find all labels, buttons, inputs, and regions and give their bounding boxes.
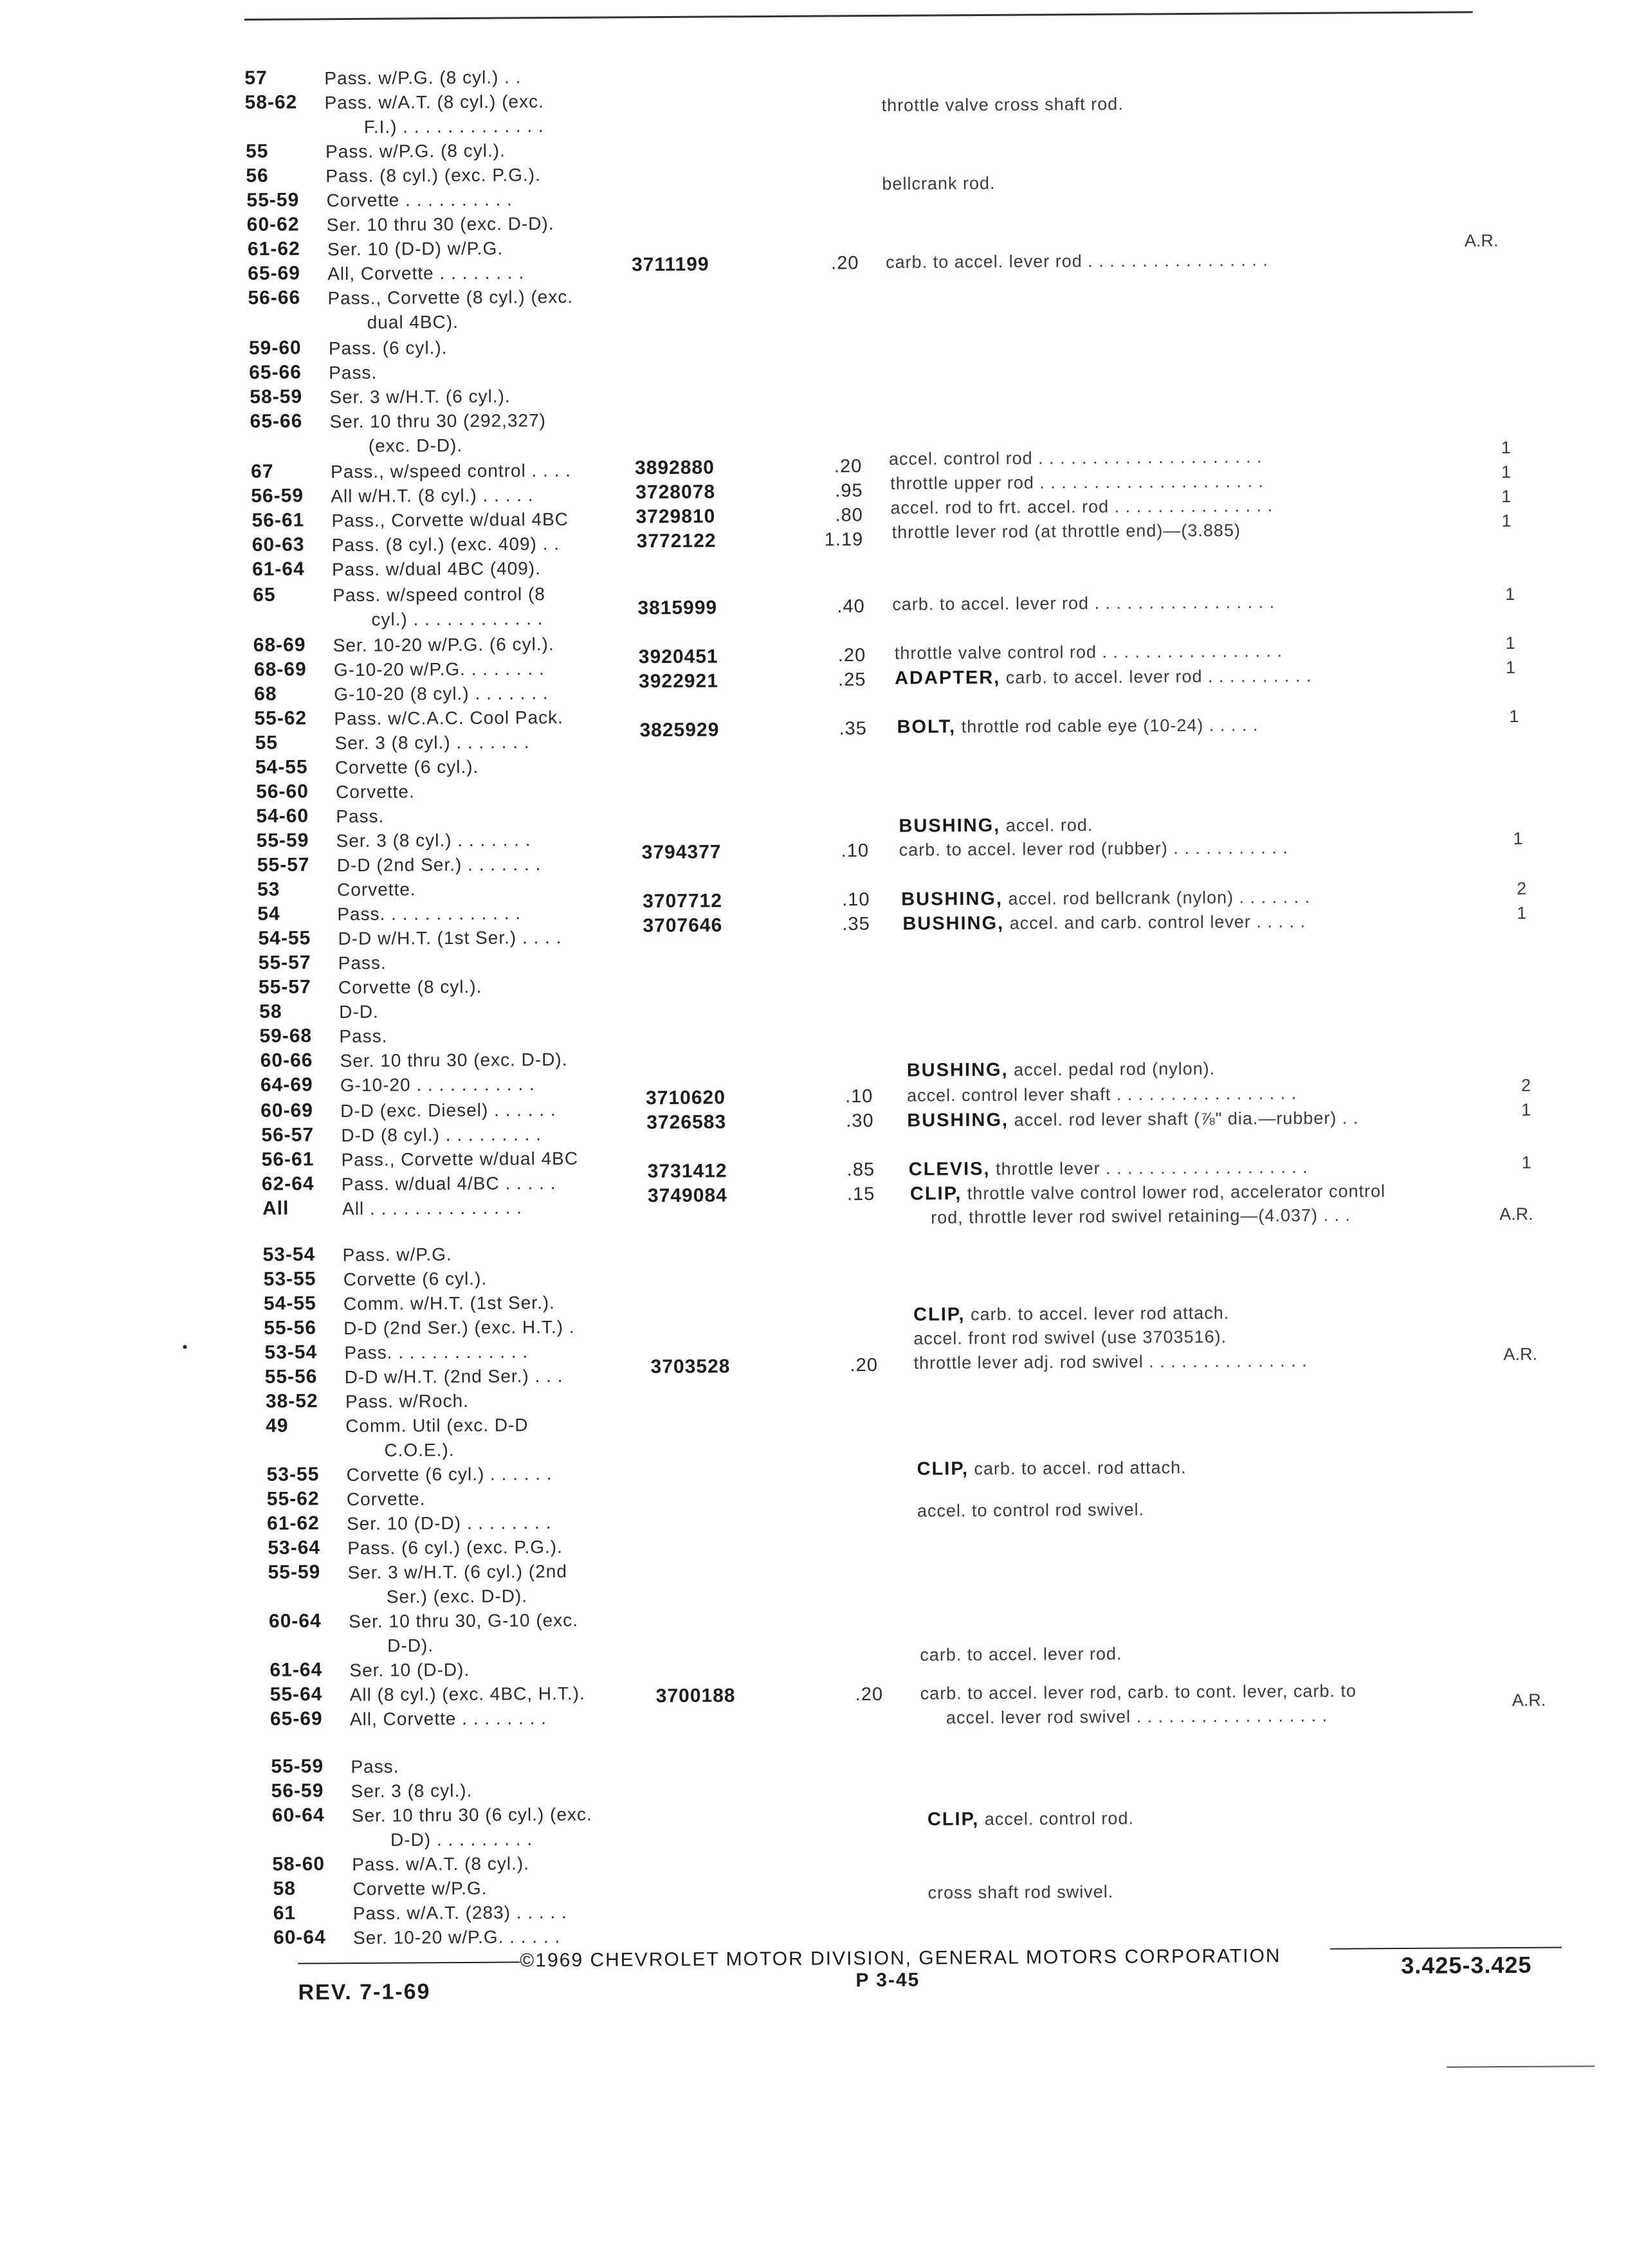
- part-description: [917, 1500, 1144, 1521]
- model-year: 60-66: [260, 1049, 313, 1071]
- punch-mark: [183, 1345, 187, 1349]
- description-text: accel. front rod swivel (use 3703516).: [913, 1327, 1227, 1348]
- model-year: 55-59: [256, 830, 309, 851]
- model-description: (exc. D-D).: [368, 435, 463, 456]
- description-text: throttle upper rod . . . . . . . . . . . . . . . . . . . . .: [890, 471, 1264, 493]
- part-name: ADAPTER,: [894, 667, 1001, 689]
- part-name: CLIP,: [913, 1304, 965, 1325]
- model-year: 60-63: [251, 534, 305, 556]
- model-year: 54-60: [256, 805, 309, 827]
- part-description: [890, 471, 1264, 494]
- part-number: 3922921: [638, 670, 718, 693]
- part-number: 3728078: [635, 481, 716, 503]
- model-year: 61-64: [251, 558, 305, 580]
- model-year: 56-61: [261, 1148, 315, 1170]
- part-number: 3703528: [650, 1356, 731, 1378]
- part-price: .35: [842, 914, 870, 935]
- part-price: .10: [845, 1086, 873, 1107]
- quantity: 1: [1509, 706, 1519, 726]
- model-year: 56-61: [251, 509, 305, 531]
- model-year: 56-59: [271, 1780, 324, 1802]
- model-description: Ser. 10 thru 30, G-10 (exc.: [348, 1610, 579, 1632]
- model-year: 60-62: [246, 213, 300, 235]
- description-text: carb. to accel. lever rod attach.: [970, 1303, 1230, 1325]
- part-description: [892, 521, 1241, 543]
- quantity: A.R.: [1499, 1204, 1533, 1224]
- description-text: carb. to accel. rod attach.: [974, 1458, 1187, 1479]
- model-description: Pass. (6 cyl.) (exc. P.G.).: [347, 1536, 563, 1559]
- model-description: Pass. . . . . . . . . . . . .: [344, 1341, 529, 1363]
- model-description: G-10-20 (8 cyl.) . . . . . . .: [334, 683, 549, 705]
- model-description: dual 4BC).: [367, 311, 459, 332]
- model-description: Corvette.: [336, 781, 415, 803]
- description-text: accel. rod bellcrank (nylon) . . . . . . .: [1008, 887, 1311, 909]
- model-year: 60-64: [271, 1804, 325, 1826]
- description-text: accel. lever rod swivel . . . . . . . . . . . . . . . . . .: [945, 1705, 1328, 1728]
- part-name: CLIP,: [927, 1809, 980, 1830]
- model-year: 59-68: [259, 1025, 313, 1047]
- model-year: 60-69: [260, 1100, 313, 1121]
- model-description: D-D (2nd Ser.) . . . . . . .: [336, 854, 542, 876]
- model-year: 54-55: [258, 927, 311, 949]
- model-description: Pass. w/P.G.: [342, 1244, 452, 1266]
- model-description: D-D w/H.T. (1st Ser.) . . . .: [338, 927, 562, 949]
- description-text: throttle lever . . . . . . . . . . . . . . . . . . .: [995, 1157, 1308, 1179]
- part-price: .20: [850, 1355, 879, 1376]
- model-year: 60-64: [273, 1927, 326, 1948]
- model-description: G-10-20 w/P.G. . . . . . . .: [333, 658, 545, 680]
- part-description: [931, 1206, 1351, 1228]
- model-description: All (8 cyl.) (exc. 4BC, H.T.).: [349, 1683, 585, 1705]
- model-description: Pass. . . . . . . . . . . . .: [337, 903, 522, 925]
- model-year: 49: [266, 1415, 289, 1437]
- part-number: 3707712: [643, 890, 723, 912]
- part-description: [913, 1303, 1229, 1326]
- model-description: Ser. 3 w/H.T. (6 cyl.).: [329, 386, 511, 408]
- part-description: [920, 1681, 1357, 1703]
- description-text: throttle lever adj. rod swivel . . . . . . . . . . . . . . .: [913, 1350, 1308, 1373]
- quantity: A.R.: [1503, 1344, 1538, 1365]
- model-description: Pass. w/P.G. (8 cyl.).: [325, 140, 506, 162]
- model-year: 61-62: [247, 238, 300, 260]
- quantity: 1: [1505, 657, 1516, 678]
- description-text: accel. pedal rod (nylon).: [1014, 1058, 1216, 1080]
- model-year: 55-59: [271, 1755, 324, 1777]
- description-text: throttle valve control rod . . . . . . . . . . . . . . . . .: [894, 641, 1283, 663]
- part-name: CLIP,: [917, 1458, 969, 1480]
- part-description: [907, 1107, 1358, 1131]
- page-number: P 3-45: [855, 1969, 920, 1991]
- model-description: All, Corvette . . . . . . . .: [349, 1708, 547, 1730]
- model-year: 55-59: [246, 189, 300, 211]
- footer-rule-left: [298, 1961, 520, 1964]
- model-description: D-D (2nd Ser.) (exc. H.T.) .: [343, 1316, 575, 1339]
- model-year: 56-59: [251, 485, 304, 507]
- model-year: 65: [253, 584, 276, 606]
- model-description: D-D) . . . . . . . . .: [390, 1829, 533, 1850]
- model-description: Pass. w/A.T. (8 cyl.) (exc.: [324, 91, 544, 113]
- model-year: 55-62: [266, 1488, 320, 1510]
- part-name: CLEVIS,: [908, 1158, 991, 1180]
- description-text: accel. rod lever shaft (⅞" dia.—rubber) . .: [1014, 1108, 1359, 1130]
- description-text: rod, throttle lever rod swivel retaining—(4.037) . . .: [931, 1205, 1351, 1228]
- model-description: Ser. 10-20 w/P.G. . . . . .: [352, 1927, 561, 1948]
- part-number: 3794377: [641, 841, 722, 864]
- model-description: D-D.: [339, 1001, 379, 1022]
- model-year: 54-55: [263, 1293, 316, 1314]
- part-description: [928, 1882, 1114, 1903]
- part-description: [899, 838, 1288, 860]
- model-year: 65-69: [269, 1708, 323, 1730]
- model-description: Ser. 3 (8 cyl.) . . . . . . .: [336, 830, 531, 851]
- model-description: Pass. (8 cyl.) (exc. P.G.).: [325, 165, 541, 186]
- model-description: All . . . . . . . . . . . . . .: [342, 1197, 523, 1219]
- model-year: 56-57: [261, 1124, 315, 1146]
- model-year: 65-66: [250, 410, 303, 432]
- model-description: Pass.: [329, 362, 378, 383]
- part-description: [886, 250, 1268, 273]
- part-price: .80: [835, 505, 863, 526]
- model-year: 38-52: [265, 1390, 318, 1412]
- part-number: 3772122: [636, 530, 717, 552]
- part-number: 3731412: [647, 1160, 727, 1183]
- model-description: Comm. Util (exc. D-D: [345, 1415, 529, 1437]
- description-text: carb. to accel. lever rod . . . . . . . . . . . . . . . . .: [886, 250, 1268, 272]
- model-description: Pass.: [351, 1756, 399, 1777]
- model-year: 68-69: [253, 658, 307, 680]
- part-description: [920, 1644, 1122, 1665]
- model-description: Pass. w/P.G. (8 cyl.) . .: [324, 67, 522, 89]
- part-description: [882, 174, 995, 194]
- model-year: 58-62: [244, 91, 298, 113]
- footer-rule-right: [1330, 1947, 1562, 1950]
- description-text: throttle rod cable eye (10-24) . . . . .: [961, 715, 1259, 737]
- model-year: 61: [273, 1902, 297, 1924]
- part-number: 3920451: [638, 646, 718, 668]
- model-year: 55-57: [258, 976, 311, 998]
- model-year: 68-69: [253, 634, 306, 656]
- model-description: Pass., w/speed control . . . .: [330, 460, 572, 482]
- model-description: Ser. 10-20 w/P.G. (6 cyl.).: [333, 634, 554, 656]
- model-description: Pass. w/speed control (8: [333, 584, 545, 606]
- model-year: 61-62: [266, 1512, 320, 1534]
- model-description: D-D w/H.T. (2nd Ser.) . . .: [344, 1365, 563, 1388]
- model-description: Ser. 3 (8 cyl.).: [351, 1780, 473, 1802]
- model-year: 56-60: [256, 781, 309, 803]
- model-description: Pass. w/C.A.C. Cool Pack.: [334, 707, 563, 729]
- model-year: 62-64: [261, 1173, 315, 1195]
- part-number: 3825929: [639, 719, 720, 741]
- model-description: All w/H.T. (8 cyl.) . . . . .: [331, 485, 534, 507]
- model-description: Ser. 3 w/H.T. (6 cyl.) (2nd: [347, 1561, 567, 1583]
- model-description: All, Corvette . . . . . . . .: [327, 262, 525, 284]
- part-price: .15: [846, 1184, 875, 1205]
- model-description: Pass. (6 cyl.).: [328, 338, 448, 359]
- copyright-line: ©1969 CHEVROLET MOTOR DIVISION, GENERAL MOTORS CORPORATION: [520, 1945, 1281, 1972]
- description-text: throttle valve control lower rod, accelerator control: [967, 1181, 1386, 1204]
- model-year: 53-64: [268, 1537, 321, 1559]
- model-description: Pass. w/A.T. (283) . . . . .: [352, 1901, 567, 1924]
- part-price: .10: [842, 889, 870, 911]
- part-name: CLIP,: [909, 1183, 962, 1204]
- part-description: [901, 887, 1310, 911]
- model-year: 55-62: [254, 707, 307, 729]
- model-description: D-D).: [387, 1635, 434, 1656]
- model-description: Ser. 10 (D-D).: [349, 1659, 470, 1681]
- section-number: 3.425-3.425: [1401, 1951, 1532, 1979]
- model-year: 65-69: [248, 262, 301, 284]
- model-description: D-D (8 cyl.) . . . . . . . . .: [341, 1124, 542, 1146]
- model-description: Ser. 10 thru 30 (exc. D-D).: [326, 213, 554, 235]
- model-year: 56: [246, 165, 269, 186]
- part-description: [897, 714, 1258, 738]
- part-description: [946, 1706, 1328, 1728]
- part-description: [907, 1084, 1297, 1106]
- part-price: .30: [846, 1111, 874, 1132]
- part-number: 3707646: [643, 914, 723, 937]
- model-description: Pass., Corvette (8 cyl.) (exc.: [327, 286, 574, 309]
- model-year: 60-64: [268, 1610, 322, 1632]
- model-description: Pass.: [336, 806, 385, 827]
- part-description: [913, 1351, 1307, 1374]
- model-year: 58-59: [250, 386, 303, 408]
- model-year: 56-66: [248, 287, 301, 309]
- model-year: 55: [255, 732, 279, 754]
- description-text: throttle valve cross shaft rod.: [881, 94, 1124, 115]
- part-description: [917, 1457, 1186, 1480]
- quantity: 1: [1501, 511, 1512, 531]
- model-description: Corvette.: [336, 879, 416, 900]
- description-text: carb. to accel. lever rod, carb. to cont. lever, carb. to: [920, 1681, 1357, 1703]
- part-description: [889, 447, 1263, 469]
- model-year: All: [262, 1197, 289, 1219]
- model-description: Corvette (8 cyl.).: [338, 976, 482, 998]
- footer-rule-bottom: [1447, 2065, 1594, 2067]
- part-number: 3749084: [647, 1184, 727, 1207]
- model-description: C.O.E.).: [384, 1440, 455, 1460]
- model-year: 55-56: [264, 1317, 317, 1339]
- quantity: 2: [1521, 1075, 1531, 1095]
- model-description: Pass. (8 cyl.) (exc. 409) . .: [331, 534, 560, 556]
- model-year: 54: [257, 903, 280, 925]
- model-description: Corvette.: [346, 1489, 426, 1510]
- model-year: 55-56: [264, 1366, 318, 1388]
- quantity: 1: [1501, 437, 1512, 458]
- quantity: 1: [1501, 462, 1512, 482]
- model-year: 55: [245, 140, 269, 162]
- part-name: BUSHING,: [901, 888, 1003, 910]
- description-text: accel. and carb. control lever . . . . .: [1009, 911, 1306, 933]
- part-description: [899, 815, 1093, 837]
- model-description: Corvette . . . . . . . . . .: [326, 189, 513, 211]
- description-text: accel. rod.: [1005, 815, 1093, 835]
- description-text: carb. to accel. lever rod . . . . . . . . . . . . . . . . .: [892, 592, 1275, 614]
- part-description: [895, 666, 1312, 689]
- model-description: Ser. 10 thru 30 (292,327): [329, 410, 547, 432]
- part-name: BUSHING,: [899, 815, 1001, 837]
- model-year: 55-57: [257, 854, 310, 876]
- model-description: F.I.) . . . . . . . . . . . . .: [363, 116, 544, 137]
- model-description: Corvette w/P.G.: [352, 1878, 488, 1900]
- quantity: 1: [1501, 486, 1512, 507]
- part-description: [910, 1181, 1385, 1205]
- model-description: Ser. 10 thru 30 (6 cyl.) (exc.: [351, 1804, 592, 1826]
- model-description: Pass. w/Roch.: [345, 1390, 469, 1412]
- model-year: 58: [259, 1001, 282, 1022]
- part-price: .85: [846, 1159, 875, 1181]
- part-description: [882, 95, 1124, 116]
- part-price: .25: [837, 669, 866, 691]
- model-description: Ser.) (exc. D-D).: [386, 1586, 528, 1607]
- part-number: 3700188: [655, 1685, 736, 1707]
- model-description: Pass., Corvette w/dual 4BC: [331, 509, 569, 531]
- description-text: bellcrank rod.: [882, 173, 996, 194]
- part-price: .35: [839, 718, 867, 739]
- model-year: 61-64: [269, 1659, 323, 1681]
- model-year: 67: [250, 460, 274, 482]
- description-text: accel. control rod . . . . . . . . . . . . . . . . . . . . .: [888, 447, 1263, 469]
- part-description: [913, 1327, 1227, 1349]
- part-description: [927, 1808, 1134, 1831]
- part-name: BUSHING,: [906, 1059, 1009, 1081]
- quantity: 1: [1505, 584, 1515, 604]
- model-description: Ser. 3 (8 cyl.) . . . . . . .: [334, 732, 530, 754]
- model-year: 54-55: [255, 756, 308, 778]
- model-description: cyl.) . . . . . . . . . . . .: [371, 608, 544, 630]
- part-description: [892, 592, 1275, 615]
- model-description: Comm. w/H.T. (1st Ser.).: [343, 1293, 556, 1314]
- part-name: BUSHING,: [907, 1109, 1009, 1131]
- model-year: 53-54: [262, 1244, 316, 1266]
- description-text: accel. to control rod swivel.: [917, 1500, 1145, 1521]
- description-text: accel. control rod.: [984, 1808, 1135, 1829]
- model-description: Pass. w/dual 4BC (409).: [331, 558, 542, 580]
- model-year: 58-60: [272, 1853, 325, 1875]
- description-text: throttle lever rod (at throttle end)—(3.885): [891, 520, 1241, 542]
- part-name: BOLT,: [897, 716, 956, 738]
- revision-date: REV. 7-1-69: [298, 1979, 431, 2005]
- part-price: .20: [834, 456, 863, 477]
- model-description: Ser. 10 (D-D) w/P.G.: [327, 238, 504, 260]
- quantity: 2: [1516, 878, 1527, 898]
- model-year: 64-69: [260, 1074, 313, 1096]
- quantity: 1: [1517, 903, 1527, 923]
- part-price: .40: [837, 596, 865, 617]
- model-year: 57: [244, 67, 268, 89]
- part-description: [907, 1058, 1216, 1082]
- part-number: 3726583: [646, 1111, 727, 1134]
- model-description: D-D (exc. Diesel) . . . . . .: [340, 1100, 556, 1121]
- description-text: carb. to accel. lever rod (rubber) . . . . . . . . . . .: [899, 838, 1288, 860]
- model-description: Corvette (6 cyl.).: [343, 1268, 488, 1290]
- model-description: Ser. 10 (D-D) . . . . . . . .: [346, 1512, 552, 1534]
- quantity: 1: [1505, 633, 1515, 653]
- description-text: cross shaft rod swivel.: [927, 1882, 1114, 1903]
- part-number: 3815999: [637, 597, 718, 619]
- quantity: 1: [1521, 1100, 1531, 1120]
- model-description: Corvette (6 cyl.).: [334, 756, 479, 778]
- quantity: A.R.: [1512, 1690, 1546, 1710]
- part-number: 3710620: [645, 1087, 726, 1109]
- model-year: 59-60: [248, 337, 302, 359]
- part-number: 3711199: [632, 253, 709, 276]
- model-year: 53-55: [263, 1268, 316, 1290]
- quantity: 1: [1521, 1152, 1531, 1172]
- model-year: 53-55: [266, 1464, 320, 1485]
- part-number: 3892880: [634, 457, 715, 479]
- model-year: 68: [254, 683, 277, 705]
- model-description: Pass., Corvette w/dual 4BC: [341, 1148, 579, 1170]
- model-description: Corvette (6 cyl.) . . . . . .: [346, 1464, 553, 1485]
- model-description: Pass. w/dual 4/BC . . . . .: [341, 1173, 556, 1195]
- part-name: BUSHING,: [902, 912, 1005, 934]
- part-description: [895, 641, 1283, 664]
- part-price: .20: [855, 1683, 884, 1705]
- model-year: 58: [273, 1878, 297, 1900]
- model-year: 55-64: [269, 1683, 323, 1705]
- model-year: 55-59: [268, 1561, 321, 1583]
- quantity: 1: [1513, 828, 1523, 848]
- model-description: Pass. w/A.T. (8 cyl.).: [352, 1853, 530, 1875]
- part-price: 1.19: [824, 529, 864, 550]
- model-description: Pass.: [339, 1026, 388, 1047]
- part-number: 3729810: [635, 505, 716, 528]
- model-year: 53-54: [264, 1341, 318, 1363]
- model-year: 53: [257, 878, 280, 900]
- model-year: 55-57: [258, 952, 311, 974]
- part-price: .95: [835, 480, 863, 502]
- part-price: .10: [841, 840, 870, 862]
- description-text: carb. to accel. lever rod.: [920, 1644, 1122, 1665]
- description-text: accel. control lever shaft . . . . . . . . . . . . . . . . .: [906, 1084, 1297, 1105]
- part-price: .20: [831, 253, 859, 274]
- quantity: A.R.: [1464, 231, 1499, 251]
- model-year: 65-66: [249, 361, 302, 383]
- part-description: [890, 496, 1273, 518]
- description-text: accel. rod to frt. accel. rod . . . . . . . . . . . . . . .: [890, 496, 1274, 518]
- description-text: carb. to accel. lever rod . . . . . . . . . .: [1005, 666, 1312, 687]
- model-description: G-10-20 . . . . . . . . . . .: [340, 1074, 535, 1096]
- part-description: [902, 911, 1306, 935]
- model-description: Ser. 10 thru 30 (exc. D-D).: [340, 1049, 568, 1071]
- part-description: [909, 1157, 1308, 1181]
- part-price: .20: [837, 645, 866, 666]
- top-rule: [244, 11, 1473, 21]
- model-description: Pass.: [338, 952, 387, 974]
